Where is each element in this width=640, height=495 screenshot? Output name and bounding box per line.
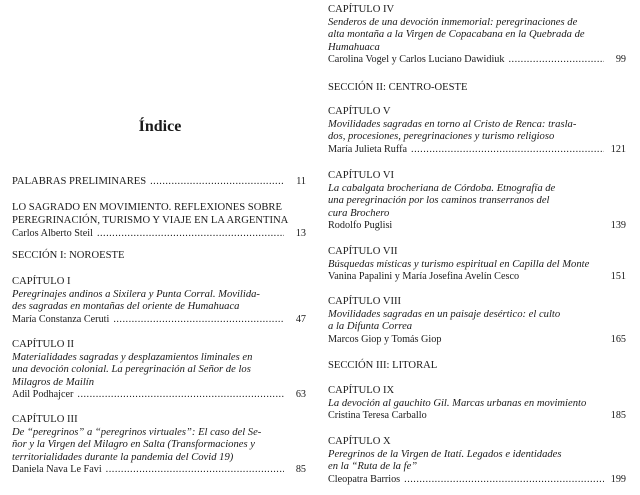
page-number: 47 bbox=[295, 313, 306, 325]
leader-dots bbox=[404, 474, 604, 487]
leader-dots bbox=[77, 389, 284, 402]
chapter-title-line: Senderos de una devoción inmemorial: peregrinaciones de bbox=[328, 16, 578, 28]
chapter-label: CAPÍTULO VII bbox=[328, 246, 398, 257]
page-number: 13 bbox=[295, 228, 306, 240]
page-number: 11 bbox=[296, 176, 306, 187]
chapter-label: CAPÍTULO IV bbox=[328, 4, 395, 15]
chapter-title-line: Movilidades sagradas en un paisaje desértico: el culto bbox=[328, 308, 561, 320]
chapter-title-line: Movilidades sagradas en torno al Cristo de Renca: trasla- bbox=[328, 118, 577, 130]
chapter-title-line: Peregrinajes andinos a Sixilera y Punta Corral. Movilida- bbox=[12, 288, 260, 300]
toc-entry-lo-sagrado[interactable] bbox=[12, 202, 306, 241]
chapter-author: Adil Podhajcer bbox=[12, 389, 74, 401]
chapter-author: Daniela Nava Le Favi bbox=[12, 464, 102, 476]
chapter-author: Cleopatra Barrios bbox=[328, 473, 401, 485]
chapter-author: Marcos Giop y Tomás Giop bbox=[328, 333, 442, 345]
chapter-title-line: territorialidades durante la pandemia del Covid 19) bbox=[12, 451, 234, 463]
leader-dots bbox=[97, 228, 284, 241]
toc-chapter-1[interactable] bbox=[12, 276, 306, 326]
page-number: 199 bbox=[610, 473, 626, 485]
right-page bbox=[320, 0, 640, 495]
toc-entry-preliminares[interactable] bbox=[12, 176, 306, 189]
chapter-label: CAPÍTULO VIII bbox=[328, 296, 402, 307]
chapter-title-line: en la “Ruta de la fe” bbox=[328, 461, 418, 473]
section-heading-noroeste: SECCIÓN I: NOROESTE bbox=[12, 250, 125, 261]
page-number: 185 bbox=[610, 410, 626, 422]
page-number: 151 bbox=[610, 271, 626, 283]
chapter-label: CAPÍTULO III bbox=[12, 414, 78, 425]
chapter-label: CAPÍTULO I bbox=[12, 276, 71, 287]
page-number: 63 bbox=[295, 389, 306, 401]
chapter-title-line: a la Difunta Correa bbox=[328, 321, 413, 333]
chapter-label: CAPÍTULO IX bbox=[328, 385, 395, 396]
leader-dots bbox=[411, 144, 604, 157]
chapter-title-line: La cabalgata brocheriana de Córdoba. Etnografía de bbox=[328, 182, 556, 194]
entry-author: Carlos Alberto Steil bbox=[12, 228, 93, 240]
toc-chapter-8[interactable] bbox=[328, 296, 626, 346]
toc-chapter-2[interactable] bbox=[12, 339, 306, 402]
section-heading-centro-oeste: SECCIÓN II: CENTRO-OESTE bbox=[328, 82, 468, 93]
leader-dots bbox=[106, 464, 284, 477]
leader-dots bbox=[113, 314, 284, 327]
entry-title-line: LO SAGRADO EN MOVIMIENTO. REFLEXIONES SOBRE bbox=[12, 202, 282, 213]
chapter-title-line: Materialidades sagradas y desplazamientos liminales en bbox=[12, 351, 253, 363]
toc-chapter-3[interactable] bbox=[12, 414, 306, 477]
chapter-title-line: Humahuaca bbox=[328, 41, 380, 53]
toc-chapter-6[interactable] bbox=[328, 170, 626, 233]
index-title: Índice bbox=[138, 118, 182, 135]
toc-chapter-9[interactable] bbox=[328, 385, 626, 423]
page-number: 85 bbox=[295, 464, 306, 476]
leader-dots bbox=[508, 54, 604, 67]
chapter-author: María Constanza Ceruti bbox=[12, 313, 110, 325]
leader-dots bbox=[150, 176, 284, 189]
chapter-title-line: cura Brochero bbox=[328, 207, 390, 219]
page-number: 165 bbox=[610, 333, 626, 345]
chapter-title-line: una peregrinación por los caminos transerranos del bbox=[328, 195, 550, 207]
chapter-author: Vanina Papalini y María Josefina Avelín Cesco bbox=[328, 271, 520, 283]
toc-chapter-4[interactable] bbox=[328, 4, 626, 67]
entry-text: PALABRAS PRELIMINARES bbox=[12, 176, 147, 187]
entry-title-line: PEREGRINACIÓN, TURISMO Y VIAJE EN LA ARGENTINA bbox=[12, 214, 289, 226]
chapter-title-line: dos, procesiones, peregrinaciones y turismo religioso bbox=[328, 131, 555, 143]
toc-chapter-7[interactable] bbox=[328, 246, 626, 284]
chapter-author: Cristina Teresa Carballo bbox=[328, 410, 427, 422]
chapter-title-line: alta montaña a la Virgen de Copacabana en la Quebrada de bbox=[328, 29, 585, 41]
page-number: 139 bbox=[610, 220, 626, 232]
chapter-author: Rodolfo Puglisi bbox=[328, 220, 393, 232]
chapter-author: Carolina Vogel y Carlos Luciano Dawidiuk bbox=[328, 54, 505, 66]
chapter-label: CAPÍTULO X bbox=[328, 436, 391, 447]
chapter-title-line: Búsquedas místicas y turismo espiritual en Capilla del Monte bbox=[328, 258, 590, 270]
chapter-label: CAPÍTULO II bbox=[12, 339, 75, 350]
chapter-label: CAPÍTULO VI bbox=[328, 170, 395, 181]
chapter-author: María Julieta Ruffa bbox=[328, 143, 408, 155]
chapter-title-line: Peregrinos de la Virgen de Itatí. Legados e identidades bbox=[328, 448, 562, 460]
chapter-title-line: des sagradas en montañas del oriente de Humahuaca bbox=[12, 301, 240, 313]
chapter-title-line: ñor y la Virgen del Milagro en Salta (Transformaciones y bbox=[12, 439, 255, 451]
section-heading-litoral: SECCIÓN III: LITORAL bbox=[328, 360, 438, 371]
toc-chapter-10[interactable] bbox=[328, 436, 626, 486]
page-number: 99 bbox=[615, 54, 626, 66]
chapter-title-line: una devoción colonial. La peregrinación al Señor de los bbox=[12, 364, 251, 376]
chapter-title-line: La devoción al gauchito Gil. Marcas urbanas en movimiento bbox=[328, 397, 587, 409]
toc-chapter-5[interactable] bbox=[328, 106, 626, 156]
chapter-label: CAPÍTULO V bbox=[328, 106, 391, 117]
page-number: 121 bbox=[610, 143, 626, 155]
chapter-title-line: De “peregrinos” a “peregrinos virtuales”: El caso del Se- bbox=[12, 426, 262, 438]
chapter-title-line: Milagros de Mailín bbox=[12, 376, 94, 388]
